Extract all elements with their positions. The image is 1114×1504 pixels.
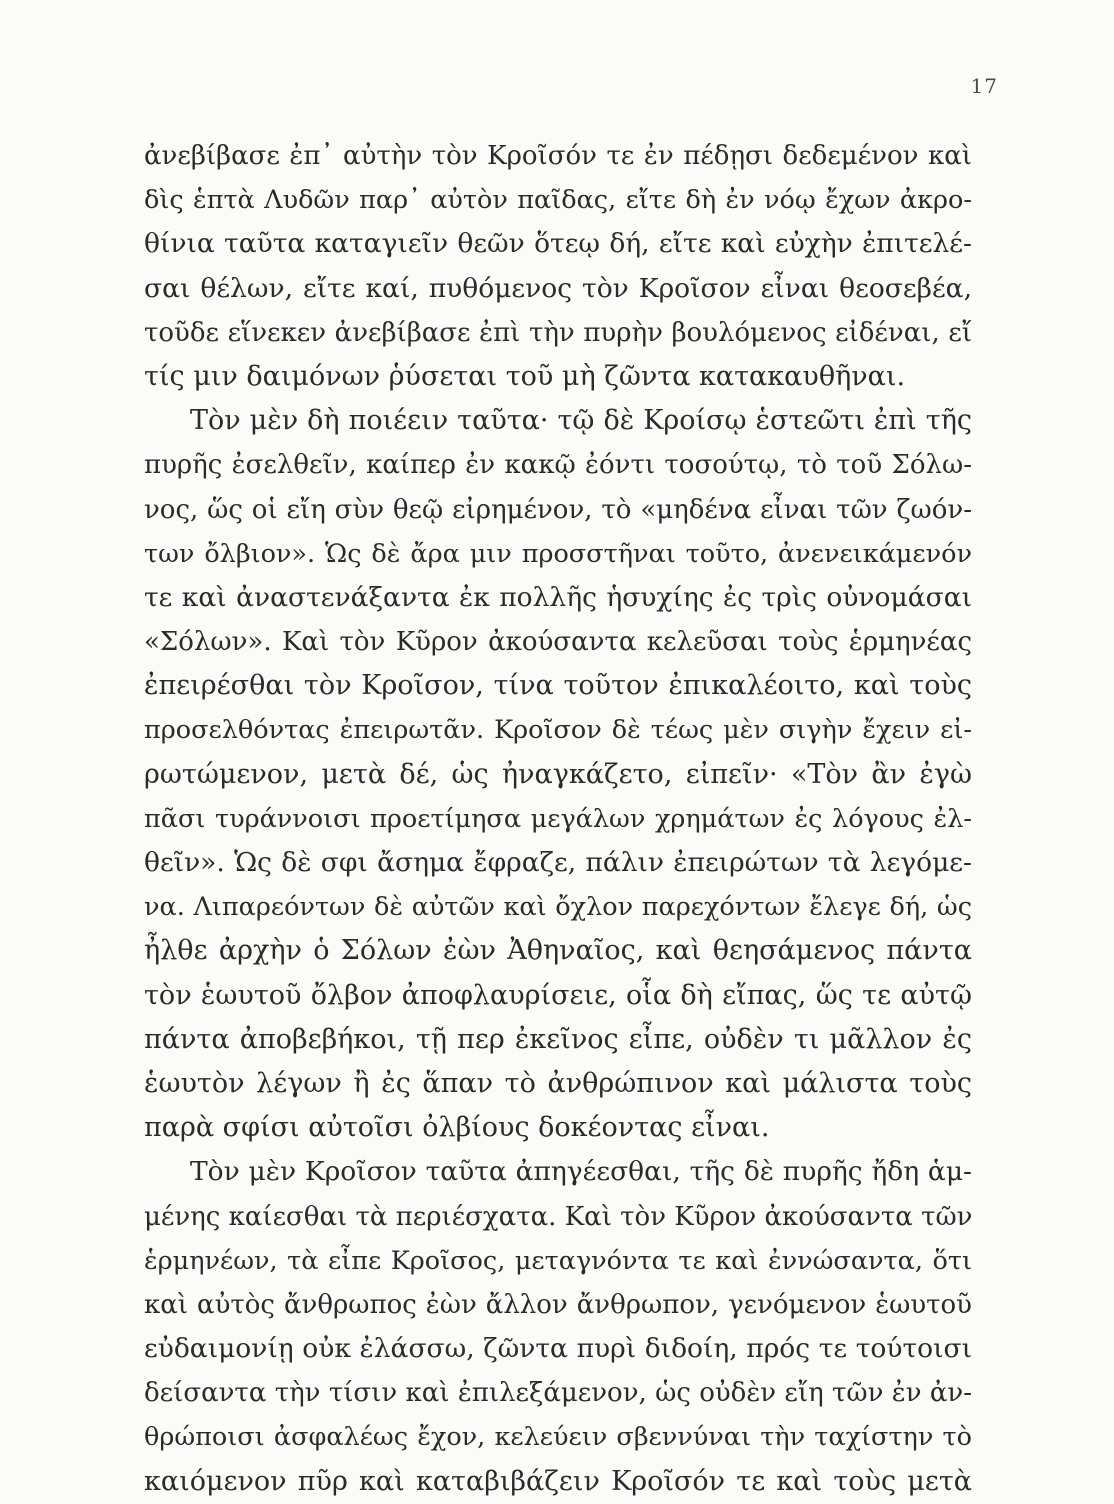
text-line: σαι θέλων, εἴτε καί, πυθόμενος τὸν Κροῖσον εἶναι θεοσεβέα, xyxy=(144,272,972,304)
text-line: θρώποισι ἀσφαλέως ἔχον, κελεύειν σβεννύναι τὴν ταχίστην τὸ xyxy=(144,1422,972,1453)
text-line: να. Λιπαρεόντων δὲ αὐτῶν καὶ ὄχλον παρεχόντων ἔλεγε δή, ὡς xyxy=(144,892,972,923)
page-number: 17 xyxy=(970,74,998,98)
text-line: ἀνεβίβασε ἐπ᾿ αὐτὴν τὸν Κροῖσόν τε ἐν πέδῃσι δεδεμένον καὶ xyxy=(144,141,972,171)
text-line: πυρῆς ἐσελθεῖν, καίπερ ἐν κακῷ ἐόντι τοσούτῳ, τὸ τοῦ Σόλω- xyxy=(144,450,972,481)
text-line: θίνια ταῦτα καταγιεῖν θεῶν ὅτεῳ δή, εἴτε καὶ εὐχὴν ἐπιτελέ- xyxy=(144,228,972,260)
text-line: ἑρμηνέων, τὰ εἶπε Κροῖσος, μεταγνόντα τε καὶ ἐννώσαντα, ὅτι xyxy=(144,1245,972,1276)
body-text xyxy=(144,134,972,1504)
text-line: δείσαντα τὴν τίσιν καὶ ἐπιλεξάμενον, ὡς οὐδὲν εἴη τῶν ἐν ἀν- xyxy=(144,1378,972,1409)
text-line: δὶς ἑπτὰ Λυδῶν παρ᾿ αὐτὸν παῖδας, εἴτε δὴ ἐν νόῳ ἔχων ἀκρο- xyxy=(144,185,972,216)
text-line: ἐπειρέσθαι τὸν Κροῖσον, τίνα τοῦτον ἐπικαλέοιτο, καὶ τοὺς xyxy=(144,670,972,702)
text-line: των ὄλβιον». Ὡς δὲ ἄρα μιν προσστῆναι τοῦτο, ἀνενεικάμενόν xyxy=(144,538,972,569)
text-line: Τὸν μὲν Κροῖσον ταῦτα ἀπηγέεσθαι, τῆς δὲ πυρῆς ἤδη ἁμ- xyxy=(190,1156,972,1188)
paragraph-2 xyxy=(144,399,972,1150)
text-line: τὸν ἑωυτοῦ ὄλβον ἀποφλαυρίσειε, οἷα δὴ εἴπας, ὥς τε αὐτῷ xyxy=(144,979,972,1011)
paragraph-3 xyxy=(144,1150,972,1504)
text-line: πᾶσι τυράννοισι προετίμησα μεγάλων χρημάτων ἐς λόγους ἐλ- xyxy=(144,803,972,834)
text-line: Τὸν μὲν δὴ ποιέειν ταῦτα· τῷ δὲ Κροίσῳ ἑστεῶτι ἐπὶ τῆς xyxy=(190,405,972,437)
text-line: εὐδαιμονίῃ οὐκ ἐλάσσω, ζῶντα πυρὶ διδοίη, πρός τε τούτοισι xyxy=(144,1333,972,1365)
text-line: νος, ὥς οἱ εἴη σὺν θεῷ εἰρημένον, τὸ «μηδένα εἶναι τῶν ζωόν- xyxy=(144,494,972,525)
text-line: τίς μιν δαιμόνων ῥύσεται τοῦ μὴ ζῶντα κατακαυθῆναι. xyxy=(144,360,906,392)
text-line: «Σόλων». Καὶ τὸν Κῦρον ἀκούσαντα κελεῦσαι τοὺς ἑρμηνέας xyxy=(144,627,972,658)
text-line: προσελθόντας ἐπειρωτᾶν. Κροῖσον δὲ τέως μὲν σιγὴν ἔχειν εἰ- xyxy=(144,715,972,746)
paragraph-1 xyxy=(144,134,972,399)
text-line: θεῖν». Ὡς δὲ σφι ἄσημα ἔφραζε, πάλιν ἐπειρώτων τὰ λεγόμε- xyxy=(144,847,972,878)
text-line: ρωτώμενον, μετὰ δέ, ὡς ἠναγκάζετο, εἰπεῖν· «Τὸν ἂν ἐγὼ xyxy=(144,758,972,790)
text-line: ἑωυτὸν λέγων ἢ ἐς ἅπαν τὸ ἀνθρώπινον καὶ μάλιστα τοὺς xyxy=(144,1067,972,1099)
text-line: καιόμενον πῦρ καὶ καταβιβάζειν Κροῖσόν τε καὶ τοὺς μετὰ xyxy=(144,1465,972,1497)
text-line: καὶ αὐτὸς ἄνθρωπος ἐὼν ἄλλον ἄνθρωπον, γενόμενον ἑωυτοῦ xyxy=(144,1289,972,1320)
text-line: μένης καίεσθαι τὰ περιέσχατα. Καὶ τὸν Κῦρον ἀκούσαντα τῶν xyxy=(144,1201,973,1232)
text-line: τε καὶ ἀναστενάξαντα ἐκ πολλῆς ἡσυχίης ἐς τρὶς οὐνομάσαι xyxy=(144,581,972,613)
text-line: πάντα ἀποβεβήκοι, τῇ περ ἐκεῖνος εἶπε, οὐδὲν τι μᾶλλον ἐς xyxy=(144,1023,972,1055)
text-line: παρὰ σφίσι αὐτοῖσι ὀλβίους δοκέοντας εἶναι. xyxy=(144,1112,770,1144)
text-line: τοῦδε εἵνεκεν ἀνεβίβασε ἐπὶ τὴν πυρὴν βουλόμενος εἰδέναι, εἴ xyxy=(144,317,972,348)
text-line: ἦλθε ἀρχὴν ὁ Σόλων ἐὼν Ἀθηναῖος, καὶ θεησάμενος πάντα xyxy=(144,935,972,967)
